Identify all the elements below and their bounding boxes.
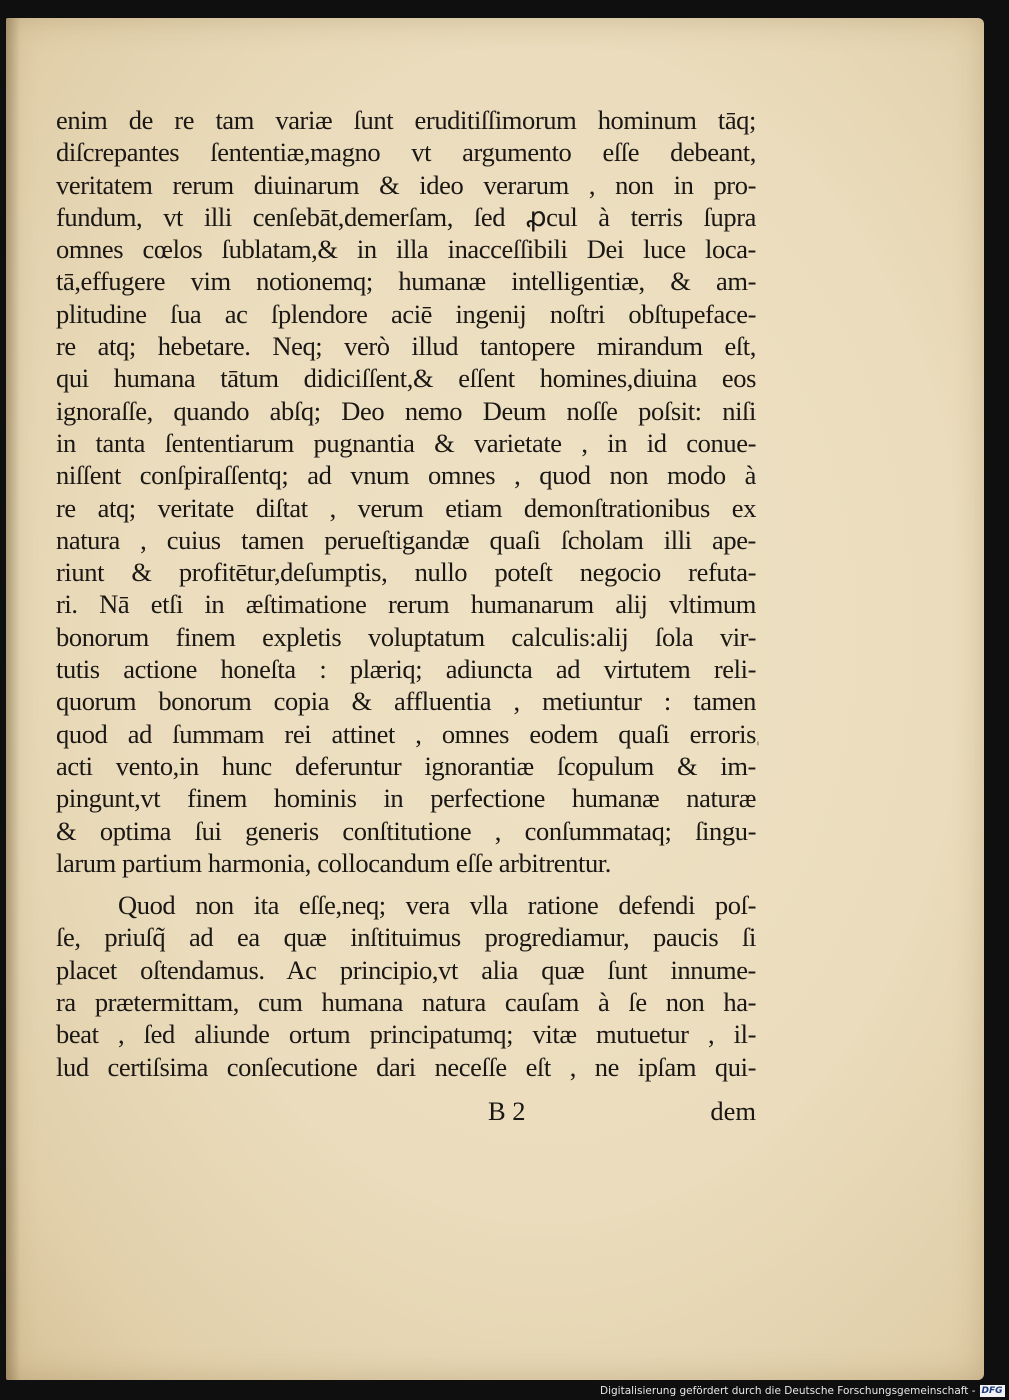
- text-line: natura , cuius tamen perueſtigandæ quaſi ſcholam illi ape-: [56, 524, 756, 555]
- text-line: bonorum finem expletis voluptatum calculis:alij ſola vir-: [56, 621, 756, 652]
- text-line: tā,effugere vim notionemq; humanæ intelligentiæ, & am-: [56, 266, 756, 297]
- text-line: enim de re tam variæ ſunt eruditiſſimorum hominum tāq;: [56, 105, 756, 135]
- text-line: ri. Nā etſi in æſtimatione rerum humanarum alij vltimum: [56, 589, 756, 620]
- margin-mark: ': [756, 740, 760, 756]
- text-line: tutis actione honeſta : plæriq; adiuncta ad virtutem reli-: [56, 654, 756, 685]
- credit-text: Digitalisierung gefördert durch die Deutsche Forschungsgemeinschaft -: [600, 1385, 976, 1397]
- page-footer: [56, 1096, 756, 1130]
- text-line: omnes cœlos ſublatam,& in illa inacceſſibili Dei luce loca-: [56, 234, 756, 265]
- signature-mark: B 2: [488, 1096, 526, 1126]
- text-line: re atq; hebetare. Neq; verò illud tantopere mirandum eſt,: [56, 331, 756, 362]
- text-line: ra prætermittam, cum humana natura cauſam à ſe non ha-: [56, 987, 756, 1018]
- book-page: [6, 18, 984, 1380]
- text-line: in tanta ſententiarum pugnantia & varietate , in id conue-: [56, 427, 756, 458]
- text-line: ſe, priuſq̃ ad ea quæ inſtituimus progrediamur, paucis ſi: [56, 922, 756, 953]
- text-line: pingunt,vt finem hominis in perfectione humanæ naturæ: [56, 783, 756, 814]
- paragraph-gap: [56, 879, 756, 889]
- paragraph-1: [56, 104, 756, 879]
- text-line: beat , ſed aliunde ortum principatumq; vitæ mutuetur , il-: [56, 1019, 756, 1050]
- text-line: quod ad ſummam rei attinet , omnes eodem quaſi erroris: [56, 718, 756, 749]
- text-line: veritatem rerum diuinarum & ideo verarum , non in pro-: [56, 169, 756, 200]
- text-line: larum partium harmonia, collocandum eſſe arbitrentur.: [56, 847, 611, 878]
- text-line: re atq; veritate diſtat , verum etiam demonſtrationibus ex: [56, 492, 756, 523]
- page-text: [56, 104, 756, 1083]
- paragraph-2: [56, 889, 756, 1083]
- text-line: fundum, vt illi cenſebāt,demerſam, ſed ꝓcul à terris ſupra: [56, 201, 756, 232]
- text-line: Quod non ita eſſe,neq; vera vlla ratione defendi poſ-: [118, 890, 756, 921]
- text-line: qui humana tātum didiciſſent,& eſſent homines,diuina eos: [56, 363, 756, 394]
- text-line: & optima ſui generis conſtitutione , conſummataq; ſingu-: [56, 815, 756, 846]
- text-line: riunt & profitētur,deſumptis, nullo poteſt negocio refuta-: [56, 557, 756, 588]
- text-line: quorum bonorum copia & affluentia , metiuntur : tamen: [56, 686, 756, 717]
- dfg-logo-icon: DFG: [981, 1386, 1003, 1396]
- text-line: ignoraſſe, quando abſq; Deo nemo Deum noſſe poſsit: niſi: [56, 395, 756, 426]
- text-line: placet oſtendamus. Ac principio,vt alia quæ ſunt innume-: [56, 954, 756, 985]
- text-line: acti vento,in hunc deferuntur ignorantiæ ſcopulum & im-: [56, 750, 756, 781]
- text-line: lud certiſsima conſecutione dari neceſſe eſt , ne ipſam qui-: [56, 1051, 756, 1082]
- text-line: niſſent conſpiraſſentq; ad vnum omnes , quod non modo à: [56, 460, 756, 491]
- text-line: diſcrepantes ſententiæ,magno vt argumento eſſe debeant,: [56, 137, 756, 168]
- digitization-credit: [600, 1382, 1003, 1400]
- text-line: plitudine ſua ac ſplendore aciē ingenij noſtri obſtupeface-: [56, 298, 756, 329]
- catchword: dem: [710, 1096, 756, 1126]
